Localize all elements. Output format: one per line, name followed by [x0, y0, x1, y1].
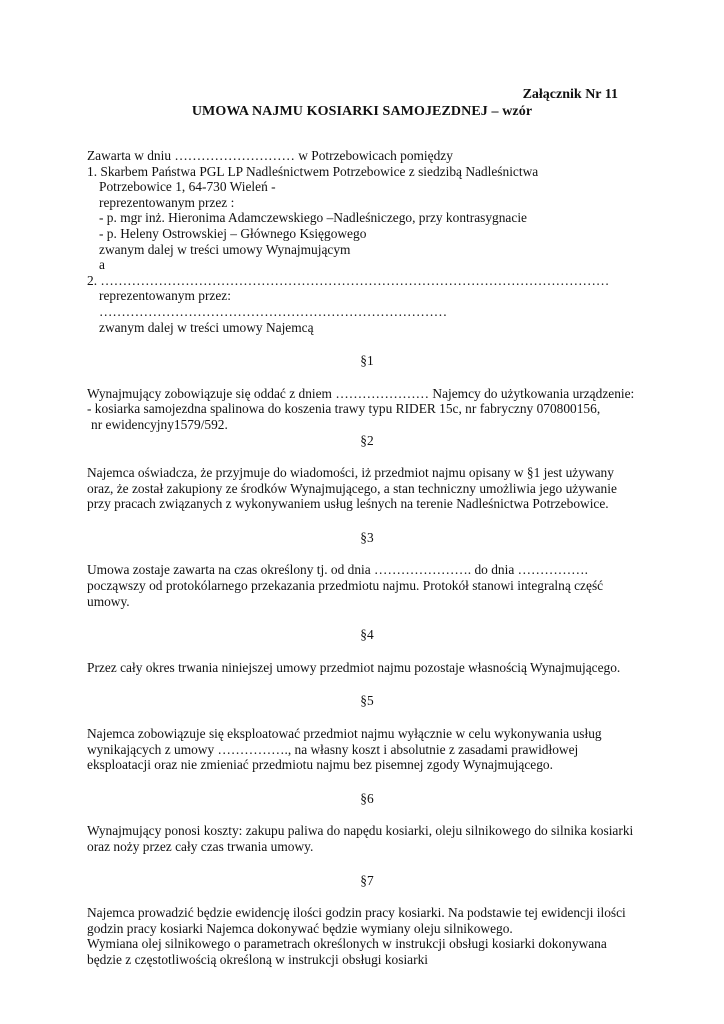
attachment-label: Załącznik Nr 11	[522, 87, 618, 102]
section-4-title: §4	[360, 627, 374, 643]
section-1-title: §1	[360, 353, 374, 369]
party1-rep2: - p. Heleny Ostrowskiej – Głównego Księgowego	[99, 225, 367, 241]
section-3-line3: umowy.	[87, 593, 130, 609]
section-1-line3: nr ewidencyjny1579/592.	[91, 416, 228, 432]
party2-line3: ……………………………………………………………………	[99, 303, 448, 319]
section-5-title: §5	[360, 693, 374, 709]
section-6-line1: Wynajmujący ponosi koszty: zakupu paliwa do napędu kosiarki, oleju silnikowego do silnika kosiarki	[87, 823, 634, 839]
section-2-title: §2	[360, 432, 374, 448]
document-title: UMOWA NAJMU KOSIARKI SAMOJEZDNEJ – wzór	[191, 104, 533, 119]
section-2-line3: przy pracach związanych z wykonywaniem usług leśnych na terenie Nadleśnictwa Potrzebowice.	[87, 496, 609, 512]
party1-rep1: - p. mgr inż. Hieronima Adamczewskiego –Nadleśniczego, przy kontrasygnacie	[99, 210, 527, 226]
party1-line1: 1. Skarbem Państwa PGL LP Nadleśnictwem Potrzebowice z siedzibą Nadleśnictwa	[87, 163, 539, 179]
section-4-line1: Przez cały okres trwania niniejszej umowy przedmiot najmu pozostaje własnością Wynajmującego.	[87, 659, 621, 675]
section-2-line2: oraz, że został zakupiony ze środków Wynajmującego, a stan techniczny umożliwia jego używanie	[87, 480, 617, 496]
section-5-line1: Najemca zobowiązuje się eksploatować przedmiot najmu wyłącznie w celu wykonywania usług	[87, 726, 602, 742]
section-7-line1: Najemca prowadzić będzie ewidencję ilości godzin pracy kosiarki. Na podstawie tej ewidencji ilości	[87, 905, 626, 921]
section-3-line1: Umowa zostaje zawarta na czas określony tj. od dnia …………………. do dnia …………….	[87, 562, 588, 578]
section-3-title: §3	[360, 529, 374, 545]
intro-concluded: Zawarta w dniu ……………………… w Potrzebowicach pomiędzy	[87, 148, 453, 163]
section-1-line2: - kosiarka samojezdna spalinowa do koszenia trawy typu RIDER 15c, nr fabryczny 070800156,	[87, 401, 601, 417]
section-7-line4: będzie z częstotliwością określoną w instrukcji obsługi kosiarki	[87, 951, 429, 967]
document-body	[87, 148, 647, 968]
section-7-line2: godzin pracy kosiarki Najemca dokonywać będzie wymiany oleju silnikowego.	[87, 920, 513, 936]
section-7-line3: Wymiana olej silnikowego o parametrach określonych w instrukcji obsługi kosiarki dokonywana	[87, 936, 607, 952]
section-3-line2: począwszy od protokólarnego przekazania przedmiotu najmu. Protokół stanowi integralną część	[87, 578, 604, 594]
section-1-line1: Wynajmujący zobowiązuje się oddać z dniem ………………… Najemcy do użytkowania urządzenie:	[87, 385, 635, 401]
party2-called: zwanym dalej w treści umowy Najemcą	[99, 319, 314, 335]
section-5-line2: wynikających z umowy ……………., na własny koszt i absolutnie z zasadami prawidłowej	[87, 741, 579, 757]
section-5-line3: eksploatacji oraz nie zmieniać przedmiotu najmu bez pisemnej zgody Wynajmującego.	[87, 757, 553, 773]
section-7-title: §7	[360, 872, 374, 888]
section-2-line1: Najemca oświadcza, że przyjmuje do wiadomości, iż przedmiot najmu opisany w §1 jest używany	[87, 465, 614, 481]
party2-line1: 2. ……………………………………………………………………………………………………	[87, 272, 610, 288]
and-word: a	[99, 257, 105, 273]
party2-line2: reprezentowanym przez:	[99, 288, 231, 304]
party1-line3: reprezentowanym przez :	[99, 194, 235, 210]
section-6-line2: oraz noży przez cały czas trwania umowy.	[87, 839, 314, 854]
party1-line2: Potrzebowice 1, 64-730 Wieleń -	[99, 179, 276, 195]
section-6-title: §6	[360, 790, 374, 806]
party1-called: zwanym dalej w treści umowy Wynajmującym	[99, 241, 351, 257]
